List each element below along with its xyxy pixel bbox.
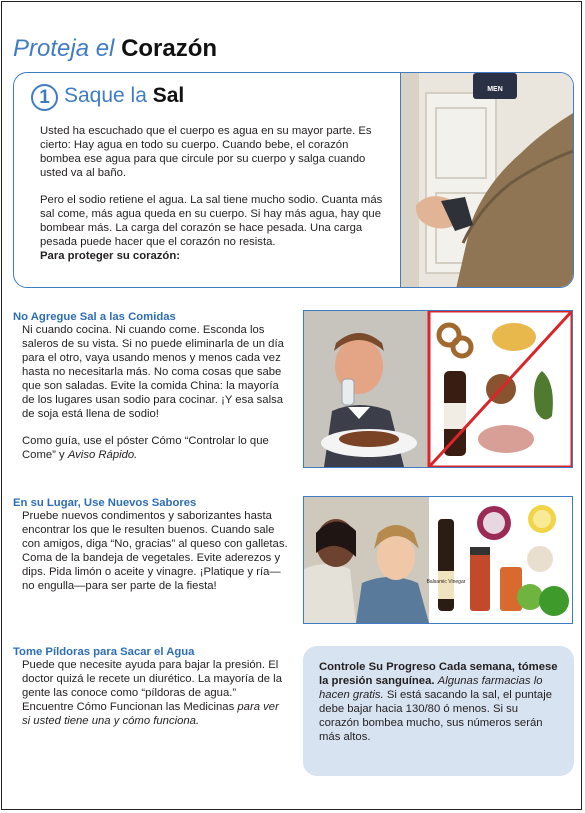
intro-protect-line: Para proteger su corazón: [40,250,180,262]
intro-text [40,124,390,263]
door-sign-text: MEN [487,86,503,93]
intro-paragraph-1: Usted ha escuchado que el cuerpo es agua en su mayor parte. Es cierto: Hay agua en todo su cuerpo. Cuando bebe, el corazón bombea ese agua para que circule por su cuerpo y salga cuando usted va al baño. [40,125,372,179]
water-pills-italic-text: para ver si usted tiene una y cómo funciona. [22,701,279,727]
door-illustration [401,73,573,287]
section-body-no-salt [22,323,288,462]
intro-paragraph-2: Pero el sodio retiene el agua. La sal tiene mucho sodio. Cuanta más sal come, más agua queda en su cuerpo. Si hay más agua, hay que bombear más. La carga del corazón se hace pesada. Una carga pesada puede hacer que el corazón no resista. [40,194,383,248]
flavors-photo [303,496,573,624]
intro-heading-light: Saque la [64,84,147,107]
salty-foods-illustration [304,311,572,467]
door-photo [400,73,573,287]
flavors-illustration [304,497,572,623]
section-body-new-flavors: Pruebe nuevos condimentos y saborizantes hasta encontrar los que le resulten buenos. Cuando sale con amigos, diga “No, gracias” al queso con galletas. Coma de la bandeja de vegetales. Evite aderezos y dips. Pida limón o aceite y vinagre. ¡Platique y ría—no engulla—para ser parte de la fiesta! [22,510,288,592]
salty-foods-photo [303,310,573,468]
title-italic: Proteja el [13,35,115,62]
no-salt-text: Ni cuando cocina. Ni cuando come. Esconda los saleros de su vista. Si no puede eliminarla de un día para el otro, vaya usando menos y menos cada vez hasta no necesitarla más. No coma cosas que sabe que son saladas. Evite la comida China: la mayoría de los lugares usan sodio para cocinar. ¡Y esa salsa de soja está llena de sodio! [22,324,284,420]
progress-bold-text: Controle Su Progreso Cada semana, tómese la presión sanguínea. [319,661,558,687]
guide-italic-text: Aviso Rápido. [67,449,138,461]
no-salt-guide [22,434,288,462]
water-pills-text: Puede que necesite ayuda para bajar la presión. El doctor quizá le recete un diurético. La mayoría de la gente las conoce como “píldoras de agua.” Encuentre Cómo Funcionan las Medicinas [22,659,282,713]
progress-callout [303,646,574,776]
section-heading-new-flavors: En su Lugar, Use Nuevos Sabores [13,497,197,509]
title-bold: Corazón [121,35,218,62]
intro-heading-bold: Sal [152,84,185,107]
guide-text: Como guía, use el póster Cómo “Controlar lo que Come” y [22,435,269,461]
progress-italic-text: Algunas farmacias lo hacen gratis. [319,675,543,701]
intro-box [13,72,574,288]
section-body-water-pills [22,658,288,728]
page-title [13,34,217,64]
vinegar-label-text: Balsamic Vinegar [426,579,466,585]
progress-rest-text: Si está sacando la sal, el puntaje debe bajar hacia 130/80 ó menos. Si su corazón bombea mucho, sus números serán más altos. [319,689,552,743]
section-heading-no-salt: No Agregue Sal a las Comidas [13,311,176,323]
section-heading-water-pills: Tome Píldoras para Sacar el Agua [13,646,195,658]
intro-heading [64,82,184,110]
step-number-badge: 1 [31,84,58,111]
